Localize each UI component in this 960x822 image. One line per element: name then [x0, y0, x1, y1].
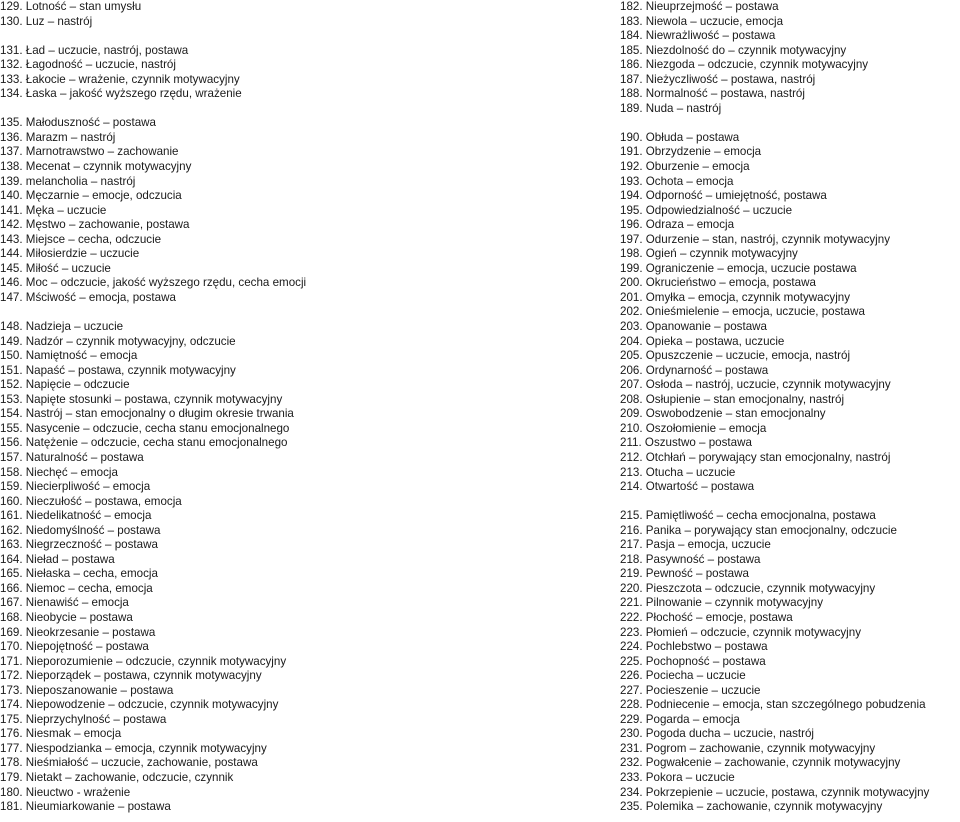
spacer — [0, 102, 440, 117]
list-item: 147. Mściwość – emocja, postawa — [0, 290, 176, 304]
spacer — [620, 116, 960, 131]
list-item: 220. Pieszczota – odczucie, czynnik motywacyjny — [620, 581, 876, 595]
list-item: 192. Oburzenie – emocja — [620, 160, 750, 174]
spacer — [0, 29, 440, 44]
list-item: 166. Niemoc – cecha, emocja — [0, 581, 153, 595]
list-item: 129. Lotność – stan umysłu — [0, 0, 142, 13]
spacer — [620, 495, 960, 510]
list-item: 144. Miłosierdzie – uczucie — [0, 247, 140, 261]
list-item: 235. Polemika – zachowanie, czynnik motywacyjny — [620, 800, 883, 814]
list-item: 148. Nadzieja – uczucie — [0, 320, 124, 334]
list-item: 153. Napięte stosunki – postawa, czynnik motywacyjny — [0, 392, 283, 406]
list-item: 161. Niedelikatność – emocja — [0, 509, 152, 523]
list-item: 138. Mecenat – czynnik motywacyjny — [0, 160, 192, 174]
list-item: 201. Omyłka – emocja, czynnik motywacyjny — [620, 290, 851, 304]
list-item: 169. Nieokrzesanie – postawa — [0, 625, 156, 639]
list-item: 174. Niepowodzenie – odczucie, czynnik motywacyjny — [0, 698, 279, 712]
list-item: 210. Oszołomienie – emocja — [620, 421, 767, 435]
list-item: 203. Opanowanie – postawa — [620, 320, 767, 334]
list-item: 180. Nieuctwo - wrażenie — [0, 785, 131, 799]
list-item: 231. Pogrom – zachowanie, czynnik motywacyjny — [620, 741, 876, 755]
list-item: 178. Nieśmiałość – uczucie, zachowanie, postawa — [0, 756, 258, 770]
list-item: 209. Oswobodzenie – stan emocjonalny — [620, 407, 826, 421]
list-item: 165. Niełaska – cecha, emocja — [0, 567, 158, 581]
list-item: 186. Niezgoda – odczucie, czynnik motywacyjny — [620, 58, 869, 72]
list-item: 189. Nuda – nastrój — [620, 101, 722, 115]
list-item: 215. Pamiętliwość – cecha emocjonalna, postawa — [620, 509, 876, 523]
list-item: 221. Pilnowanie – czynnik motywacyjny — [620, 596, 823, 610]
list-item: 145. Miłość – uczucie — [0, 261, 111, 275]
list-item: 140. Męczarnie – emocje, odczucia — [0, 189, 182, 203]
list-item: 164. Nieład – postawa — [0, 552, 115, 566]
list-item: 154. Nastrój – stan emocjonalny o długim okresie trwania — [0, 407, 294, 421]
list-item: 199. Ograniczenie – emocja, uczucie postawa — [620, 261, 857, 275]
list-item: 170. Niepojętność – postawa — [0, 640, 149, 654]
list-item: 163. Niegrzeczność – postawa — [0, 538, 158, 552]
list-item: 228. Podniecenie – emocja, stan szczególnego pobudzenia — [620, 698, 926, 712]
list-item: 173. Nieposzanowanie – postawa — [0, 683, 174, 697]
list-item: 234. Pokrzepienie – uczucie, postawa, czynnik motywacyjny — [620, 785, 930, 799]
list-item: 142. Męstwo – zachowanie, postawa — [0, 218, 190, 232]
list-item: 216. Panika – porywający stan emocjonalny, odczucie — [620, 523, 897, 537]
list-item: 193. Ochota – emocja — [620, 174, 734, 188]
list-item: 139. melancholia – nastrój — [0, 174, 136, 188]
list-item: 183. Niewola – uczucie, emocja — [620, 14, 784, 28]
list-item: 229. Pogarda – emocja — [620, 712, 740, 726]
list-item: 156. Natężenie – odczucie, cecha stanu emocjonalnego — [0, 436, 288, 450]
list-item: 137. Marnotrawstwo – zachowanie — [0, 145, 179, 159]
list-item: 195. Odpowiedzialność – uczucie — [620, 203, 793, 217]
list-item: 227. Pocieszenie – uczucie — [620, 683, 761, 697]
list-item: 194. Odporność – umiejętność, postawa — [620, 189, 827, 203]
list-item: 151. Napaść – postawa, czynnik motywacyjny — [0, 363, 236, 377]
list-item: 182. Nieuprzejmość – postawa — [620, 0, 779, 13]
list-item: 168. Nieobycie – postawa — [0, 610, 133, 624]
list-item: 197. Odurzenie – stan, nastrój, czynnik motywacyjny — [620, 232, 891, 246]
list-item: 133. Łakocie – wrażenie, czynnik motywacyjny — [0, 72, 240, 86]
list-item: 143. Miejsce – cecha, odczucie — [0, 232, 162, 246]
list-item: 219. Pewność – postawa — [620, 567, 749, 581]
list-item: 214. Otwartość – postawa — [620, 480, 755, 494]
left-column — [0, 0, 440, 815]
list-item: 160. Nieczułość – postawa, emocja — [0, 494, 182, 508]
list-item: 149. Nadzór – czynnik motywacyjny, odczucie — [0, 334, 236, 348]
list-item: 130. Luz – nastrój — [0, 14, 93, 28]
list-item: 167. Nienawiść – emocja — [0, 596, 129, 610]
list-item: 176. Niesmak – emocja — [0, 727, 122, 741]
list-item: 208. Osłupienie – stan emocjonalny, nastrój — [620, 392, 845, 406]
list-item: 157. Naturalność – postawa — [0, 450, 144, 464]
list-item: 185. Niezdolność do – czynnik motywacyjny — [620, 43, 847, 57]
list-item: 152. Napięcie – odczucie — [0, 378, 130, 392]
list-item: 218. Pasywność – postawa — [620, 552, 761, 566]
list-item: 207. Osłoda – nastrój, uczucie, czynnik motywacyjny — [620, 378, 891, 392]
list-item: 206. Ordynarność – postawa — [620, 363, 769, 377]
list-item: 175. Nieprzychylność – postawa — [0, 712, 167, 726]
list-item: 172. Nieporządek – postawa, czynnik motywacyjny — [0, 669, 262, 683]
list-item: 232. Pogwałcenie – zachowanie, czynnik motywacyjny — [620, 756, 901, 770]
list-item: 205. Opuszczenie – uczucie, emocja, nastrój — [620, 349, 851, 363]
list-item: 155. Nasycenie – odczucie, cecha stanu emocjonalnego — [0, 421, 290, 435]
list-item: 184. Niewrażliwość – postawa — [620, 29, 776, 43]
list-item: 131. Ład – uczucie, nastrój, postawa — [0, 43, 189, 57]
list-item: 150. Namiętność – emocja — [0, 349, 138, 363]
list-item: 222. Płochość – emocje, postawa — [620, 610, 793, 624]
list-item: 134. Łaska – jakość wyższego rzędu, wrażenie — [0, 87, 242, 101]
list-item: 200. Okrucieństwo – emocja, postawa — [620, 276, 816, 290]
list-item: 187. Nieżyczliwość – postawa, nastrój — [620, 72, 816, 86]
list-item: 191. Obrzydzenie – emocja — [620, 145, 762, 159]
spacer — [0, 305, 440, 320]
list-item: 196. Odraza – emocja — [620, 218, 735, 232]
list-item: 188. Normalność – postawa, nastrój — [620, 87, 805, 101]
list-item: 224. Pochlebstwo – postawa — [620, 640, 768, 654]
list-item: 223. Płomień – odczucie, czynnik motywacyjny — [620, 625, 862, 639]
list-item: 217. Pasja – emocja, uczucie — [620, 538, 771, 552]
list-item: 146. Moc – odczucie, jakość wyższego rzędu, cecha emocji — [0, 276, 307, 290]
list-item: 135. Małoduszność – postawa — [0, 116, 156, 130]
list-item: 162. Niedomyślność – postawa — [0, 523, 161, 537]
list-item: 141. Męka – uczucie — [0, 203, 107, 217]
list-item: 213. Otucha – uczucie — [620, 465, 736, 479]
right-column — [620, 0, 960, 815]
list-item: 202. Onieśmielenie – emocja, uczucie, postawa — [620, 305, 865, 319]
list-item: 198. Ogień – czynnik motywacyjny — [620, 247, 798, 261]
list-item: 211. Oszustwo – postawa — [620, 436, 752, 450]
list-item: 171. Nieporozumienie – odczucie, czynnik motywacyjny — [0, 654, 287, 668]
list-item: 177. Niespodzianka – emocja, czynnik motywacyjny — [0, 741, 267, 755]
list-item: 233. Pokora – uczucie — [620, 770, 735, 784]
list-item: 158. Niechęć – emocja — [0, 465, 118, 479]
list-item: 181. Nieumiarkowanie – postawa — [0, 800, 171, 814]
list-item: 132. Łagodność – uczucie, nastrój — [0, 58, 176, 72]
list-item: 159. Niecierpliwość – emocja — [0, 480, 151, 494]
list-item: 204. Opieka – postawa, uczucie — [620, 334, 785, 348]
list-item: 225. Pochopność – postawa — [620, 654, 766, 668]
list-item: 230. Pogoda ducha – uczucie, nastrój — [620, 727, 815, 741]
list-item: 190. Obłuda – postawa — [620, 130, 740, 144]
list-item: 136. Marazm – nastrój — [0, 130, 116, 144]
list-item: 226. Pociecha – uczucie — [620, 669, 746, 683]
list-item: 179. Nietakt – zachowanie, odczucie, czynnik — [0, 770, 234, 784]
list-item: 212. Otchłań – porywający stan emocjonalny, nastrój — [620, 450, 891, 464]
